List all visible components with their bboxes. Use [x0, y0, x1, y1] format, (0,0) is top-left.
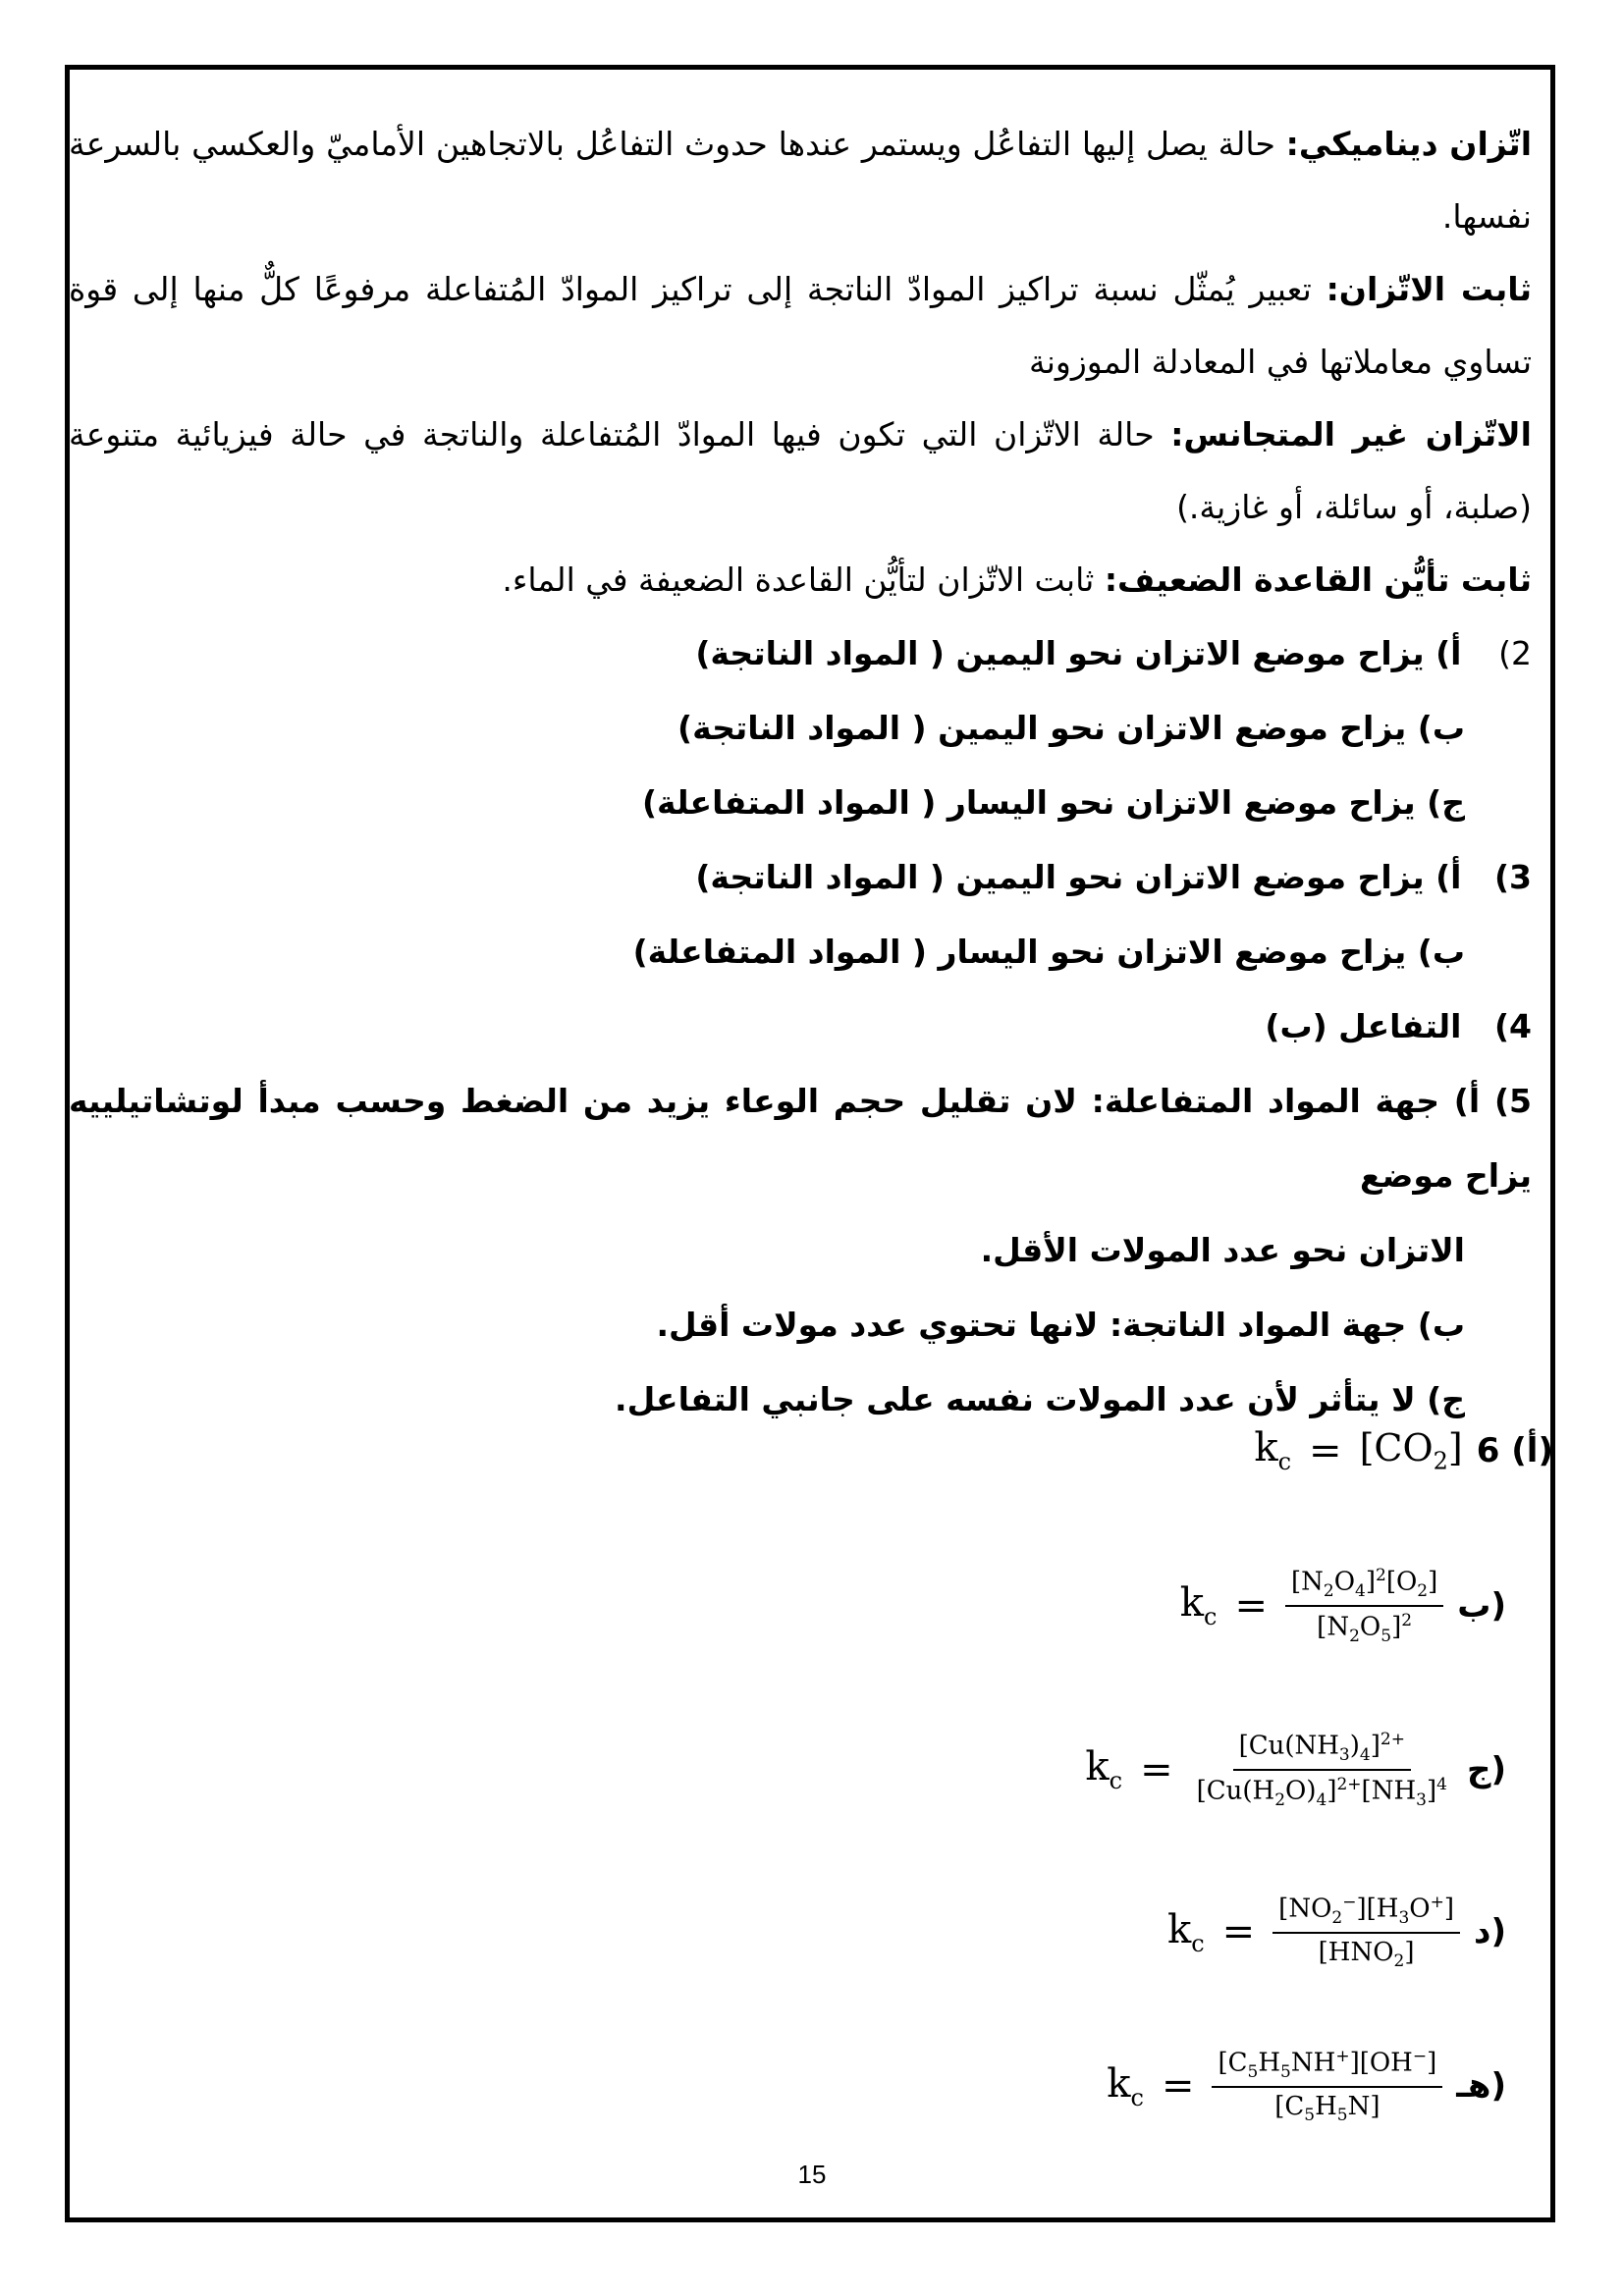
fraction-6b: $\frac{[N_2O_4]^2[O_2]}{[N_2O_5]^2}$ — [1285, 1566, 1443, 1646]
answer-4: 4) التفاعل (ب) — [1265, 1007, 1532, 1045]
equation-6c: $k_c$ = $\frac{[Cu(NH_3)_4]^{2+}}{[Cu(H_2O)_4]^{2+}[NH_3]^4}$ ج) — [1085, 1730, 1506, 1810]
kc-symbol: $k_c$ — [1107, 2060, 1144, 2111]
answer-5a: 5) أ) جهة المواد المتفاعلة: لان تقليل حجم الوعاء يزيد من الضغط وحسب مبدأ لوتشاتيلييه يزاح موضع الاتزان نحو عدد المولات الأقل. — [69, 1082, 1532, 1269]
answer-3b: ب) يزاح موضع الاتزان نحو اليسار ( المواد المتفاعلة) — [632, 933, 1465, 971]
answer-2b: ب) يزاح موضع الاتزان نحو اليمين ( المواد الناتجة) — [677, 709, 1465, 747]
definition-heterogeneous-equilibrium: الاتّزان غير المتجانس: حالة الاتّزان التي تكون فيها الموادّ المُتفاعلة والناتجة في حالة فيزيائية متنوعة (صلبة، أو سائلة، أو غازية.) — [69, 415, 1532, 526]
answer-3a: 3) أ) يزاح موضع الاتزان نحو اليمين ( المواد الناتجة) — [695, 858, 1532, 896]
label-6a: أ) 6) — [1476, 1430, 1553, 1470]
fraction-6e: $\frac{[C_5H_5NH^+][OH^-]}{[C_5H_5N]}$ — [1212, 2047, 1442, 2125]
label-6d: د) — [1474, 1912, 1506, 1952]
fraction-6c: $\frac{[Cu(NH_3)_4]^{2+}}{[Cu(H_2O)_4]^{2+}[NH_3]^4}$ — [1196, 1730, 1447, 1810]
expression-6a: $[CO_2]$ — [1359, 1425, 1463, 1475]
kc-symbol: $k_c$ — [1254, 1425, 1292, 1475]
kc-symbol: $k_c$ — [1166, 1906, 1205, 1957]
answer-5b: ب) جهة المواد الناتجة: لانها تحتوي عدد مولات أقل. — [656, 1306, 1465, 1344]
page-number: 15 — [797, 2160, 827, 2189]
answer-2a: 2) أ) يزاح موضع الاتزان نحو اليمين ( المواد الناتجة) — [695, 634, 1532, 672]
kc-symbol: $k_c$ — [1085, 1744, 1123, 1795]
definition-weak-base-constant: ثابت تأيُّن القاعدة الضعيف: ثابت الاتّزان لتأيُّن القاعدة الضعيفة في الماء. — [502, 561, 1532, 599]
equation-6a: $k_c$ = $[CO_2]$ أ) 6) — [1254, 1425, 1553, 1475]
definition-equilibrium-constant: ثابت الاتّزان: تعبير يُمثّل نسبة تراكيز الموادّ الناتجة إلى تراكيز الموادّ المُتفاعلة مرفوعًا كلٌّ منها إلى قوة تساوي معاملاتها في المعادلة الموزونة — [69, 270, 1532, 381]
fraction-6d: $\frac{[NO_2^-][H_3O^+]}{[HNO_2]}$ — [1272, 1893, 1460, 1971]
equation-6b: $k_c$ = $\frac{[N_2O_4]^2[O_2]}{[N_2O_5]^2}$ ب) — [1179, 1566, 1506, 1646]
page-content — [69, 108, 1532, 2169]
answer-5c: ج) لا يتأثر لأن عدد المولات نفسه على جانبي التفاعل. — [615, 1380, 1465, 1418]
kc-symbol: $k_c$ — [1179, 1580, 1218, 1631]
label-6c: ج) — [1466, 1749, 1506, 1789]
equation-6d: $k_c$ = $\frac{[NO_2^-][H_3O^+]}{[HNO_2]}$ د) — [1166, 1893, 1506, 1972]
label-6e: هـ) — [1456, 2066, 1506, 2107]
label-6b: ب) — [1457, 1585, 1506, 1626]
definition-dynamic-equilibrium: اتّزان ديناميكي: حالة يصل إليها التفاعُل ويستمر عندها حدوث التفاعُل بالاتجاهين الأماميّ والعكسي بالسرعة نفسها. — [69, 125, 1533, 236]
equation-6e: $k_c$ = $\frac{[C_5H_5NH^+][OH^-]}{[C_5H_5N]}$ هـ) — [1107, 2047, 1506, 2126]
answer-2c: ج) يزاح موضع الاتزان نحو اليسار ( المواد المتفاعلة) — [641, 783, 1465, 822]
